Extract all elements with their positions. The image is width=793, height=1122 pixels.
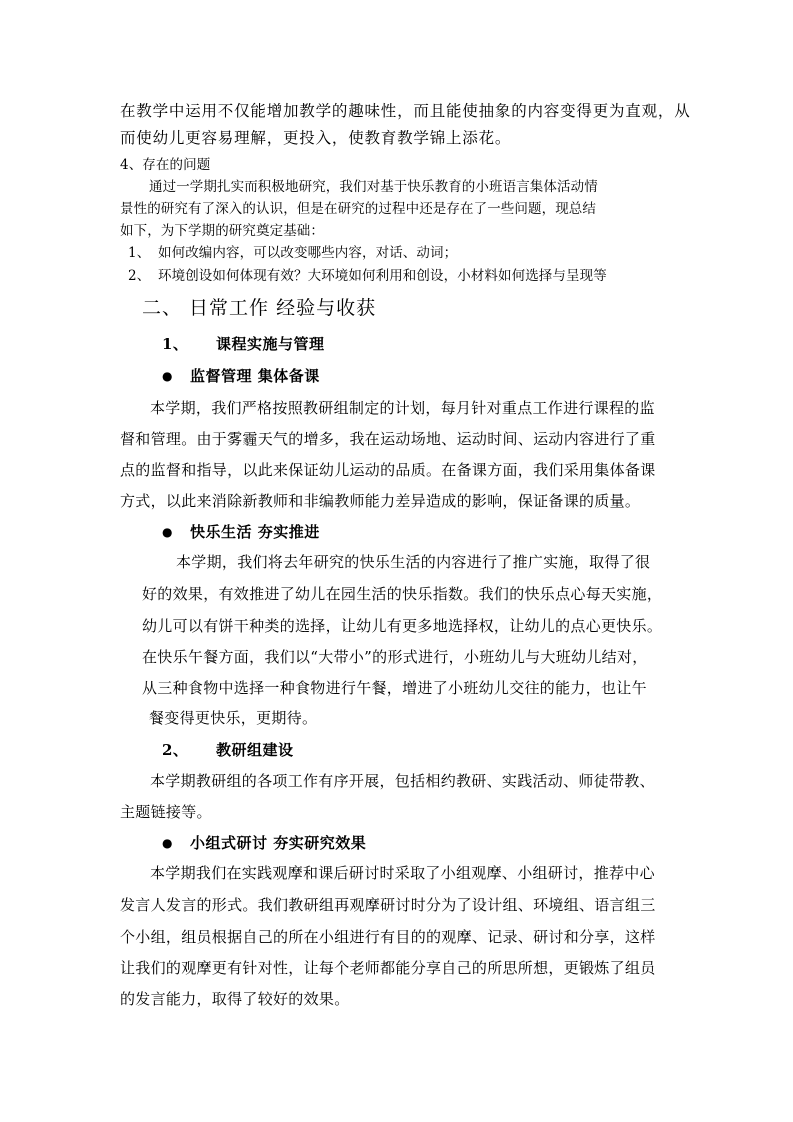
bullet-2-line-2: 好的效果，有效推进了幼儿在园生活的快乐指数。我们的快乐点心每天实施， — [142, 585, 663, 603]
issue-item-1-text: 如何改编内容，可以改变哪些内容，对话、动词； — [158, 245, 458, 261]
bullet-1-title: 监督管理 集体备课 — [190, 367, 320, 385]
bullet-2-dot-icon: ● — [162, 525, 173, 539]
issue-item-1-number: 1、 — [128, 245, 151, 261]
bullet-2-line-5: 从三种食物中选择一种食物进行午餐，增进了小班幼儿交往的能力，也让午 — [142, 679, 647, 697]
subsection-2-heading — [162, 740, 294, 760]
bullet-3-line-2: 发言人发言的形式。我们教研组再观摩研讨时分为了设计组、环境组、语言组三 — [120, 896, 656, 914]
issue-item-2-text: 环境创设如何体现有效？大环境如何利用和创设，小材料如何选择与呈现等 — [158, 268, 607, 284]
bullet-3-line-5: 的发言能力，取得了较好的效果。 — [120, 990, 350, 1008]
subsection-2-number: 2、 — [162, 741, 189, 759]
bullet-1-line-3: 点的监督和指导，以此来保证幼儿运动的品质。在备课方面，我们采用集体备课 — [120, 461, 656, 479]
issues-heading: 4、存在的问题 — [120, 157, 211, 173]
bullet-1-heading — [162, 366, 320, 387]
subsection-1-heading — [162, 334, 325, 354]
section-2-title: 二、 日常工作 经验与收获 — [142, 297, 377, 319]
issues-paragraph-line-1: 通过一学期扎实而积极地研究，我们对基于快乐教育的小班语言集体活动情 — [149, 179, 598, 195]
subsection-1-number: 1、 — [162, 335, 189, 353]
bullet-3-dot-icon: ● — [162, 836, 173, 850]
bullet-2-line-1: 本学期，我们将去年研究的快乐生活的内容进行了推广实施，取得了很 — [176, 553, 651, 571]
bullet-1-line-2: 督和管理。由于雾霾天气的增多，我在运动场地、运动时间、运动内容进行了重 — [120, 430, 656, 448]
bullet-2-line-6: 餐变得更快乐，更期待。 — [149, 709, 318, 727]
bullet-3-heading — [162, 833, 366, 854]
issue-item-2-number: 2、 — [128, 268, 151, 284]
bullet-3-line-3: 个小组，组员根据自己的所在小组进行有目的的观摩、记录、研讨和分享，这样 — [120, 928, 656, 946]
issues-paragraph-line-2: 景性的研究有了深入的认识，但是在研究的过程中还是存在了一些问题，现总结 — [120, 201, 596, 217]
issue-item-2 — [128, 266, 607, 286]
intro-line-1: 在教学中运用不仅能增加教学的趣味性，而且能使抽象的内容变得更为直观，从 — [120, 102, 691, 120]
bullet-3-line-1: 本学期我们在实践观摩和课后研讨时采取了小组观摩、小组研讨，推荐中心 — [150, 864, 655, 882]
bullet-1-dot-icon: ● — [162, 369, 173, 383]
bullet-2-line-4: 在快乐午餐方面，我们以“大带小”的形式进行，小班幼儿与大班幼儿结对， — [142, 648, 648, 666]
intro-line-2: 而使幼儿更容易理解，更投入，使教育教学锦上添花。 — [120, 129, 512, 147]
bullet-3-title: 小组式研讨 夯实研究效果 — [190, 834, 367, 852]
subsection-2-line-2: 主题链接等。 — [120, 803, 212, 821]
bullet-2-title: 快乐生活 夯实推进 — [190, 523, 320, 541]
issue-item-1 — [128, 243, 457, 263]
bullet-3-line-4: 让我们的观摩更有针对性，让每个老师都能分享自己的所思所想，更锻炼了组员 — [120, 959, 656, 977]
subsection-2-title: 教研组建设 — [216, 741, 294, 759]
subsection-1-title: 课程实施与管理 — [216, 335, 325, 353]
bullet-2-line-3: 幼儿可以有饼干种类的选择，让幼儿有更多地选择权，让幼儿的点心更快乐。 — [142, 617, 663, 635]
bullet-1-line-4: 方式，以此来消除新教师和非编教师能力差异造成的影响，保证备课的质量。 — [120, 492, 641, 510]
bullet-2-heading — [162, 522, 320, 543]
subsection-2-line-1: 本学期教研组的各项工作有序开展，包括相约教研、实践活动、师徒带教、 — [150, 772, 655, 790]
issues-paragraph-line-3: 如下，为下学期的研究奠定基础： — [120, 223, 324, 239]
bullet-1-line-1: 本学期，我们严格按照教研组制定的计划，每月针对重点工作进行课程的监 — [150, 399, 655, 417]
